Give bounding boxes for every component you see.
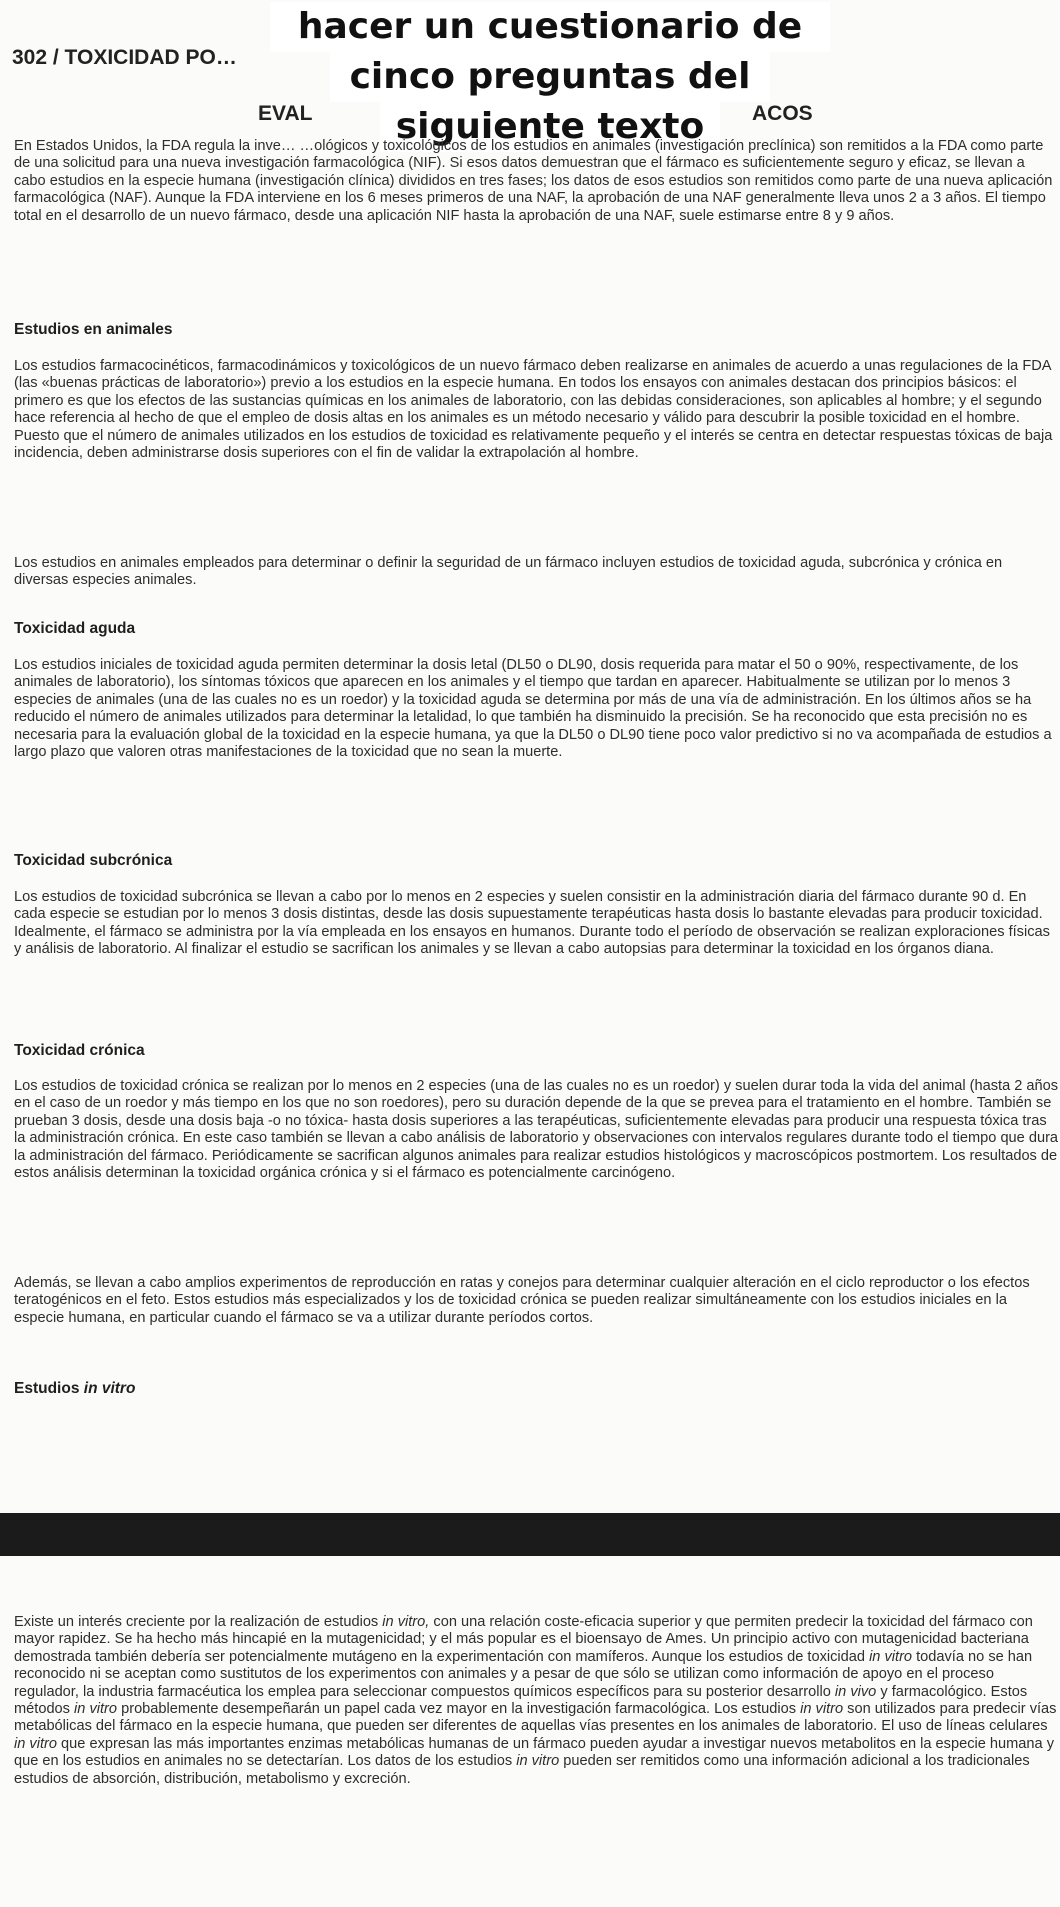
intro-paragraph: En Estados Unidos, la FDA regula la inve… …ológicos y toxicológicos de los estudios en animales (investigación preclínica) son remitidos a la FDA como parte de una solicitud para una nueva investigación farmacológica (NIF). Si esos datos demuestran que el fármaco es suficientemente seguro y eficaz, se llevan a cabo estudios en la especie humana (investigación clínica) divididos en tres fases; los datos de esos estudios son remitidos como parte de una nueva aplicación farmacológica (NAF). Aunque la FDA interviene en los 6 meses primeros de una NAF, la aprobación de una NAF generalmente lleva unos 2 a 3 años. El tiempo total en el desarrollo de un nuevo fármaco, desde una aplicación NIF hasta la aprobación de una NAF, suele estimarse entre 8 y 9 años. — [14, 138, 1053, 224]
invitro-term: in vitro — [516, 1753, 560, 1770]
cronica-paragraph-1: Los estudios de toxicidad crónica se realizan por lo menos en 2 especies (una de las cuales no es un roedor) y suelen durar toda la vida del animal (hasta 2 años en el caso de un roedor y más tiempo en los que no son roedores), pero su duración depende de la que se prevea para el tratamiento en el hombre. También se prueban 3 dosis, desde una dosis baja -o no tóxica- hasta dosis superiores a las terapéuticas, suficientemente elevadas para producir una respuesta tóxica tras la administración crónica. En este caso también se llevan a cabo análisis de laboratorio y observaciones con intervalos regulares durante todo el tiempo que dura la administración del fármaco. Periódicamente se sacrifican algunos animales para realizar estudios histológicos y macroscópicos postmortem. Los resultados de estos análisis determinan la toxicidad orgánica crónica y si el fármaco es potencialmente carcinógeno. — [14, 1078, 1059, 1182]
invivo-term: in vivo — [834, 1683, 877, 1700]
invitro-term: in vitro, — [382, 1614, 430, 1630]
invitro-text-a: Existe un interés creciente por la realización de estudios — [14, 1614, 379, 1630]
invitro-term: in vitro — [869, 1648, 913, 1665]
heading-prefix: Estudios — [14, 1380, 80, 1397]
invitro-term: in vitro — [14, 1735, 57, 1752]
invitro-text-c: todavía no se han reconocido ni se aceptan como sustitutos de los experimentos con animales y a pesar de que sólo se utilizan como información de apoyo en el proceso regulador, la industria farmacéutica los emplea para seleccionar compuestos químicos específicos para su posterior desarrollo — [14, 1648, 1033, 1700]
invitro-text-h: pueden ser remitidos como una información adicional a los tradicionales estudios de absorción, distribución, metabolismo y excreción. — [14, 1753, 1030, 1787]
invitro-text-b: con una relación coste-eficacia superior y que permiten predecir la toxicidad del fármaco con mayor rapidez. Se ha hecho más hincapié en la mutagenicidad; y el más popular es el bioensayo de Ames. Un principio activo con mutagenicidad bacteriana demostrada también debería ser potencialmente mutágeno en la experimentación con mamíferos. Aunque los estudios de toxicidad — [14, 1614, 1033, 1665]
overlay-line-2: cinco preguntas del — [330, 52, 770, 102]
heading-estudios-in-vitro — [14, 1380, 135, 1398]
invitro-term: in vitro — [800, 1701, 844, 1718]
chapter-title-right: ACOS — [752, 102, 813, 125]
overlay-line-1: hacer un cuestionario de — [270, 2, 830, 52]
invitro-text-f: son utilizados para predecir vías metabólicas del fármaco en la especie humana, que pueden ser diferentes de aquellas vías presentes en los animales de laboratorio. El uso de líneas celulares — [14, 1701, 1057, 1735]
invitro-text-e: probablemente desempeñarán un papel cada vez mayor en la investigación farmacológica. Los estudios — [121, 1701, 797, 1718]
heading-toxicidad-cronica: Toxicidad crónica — [14, 1042, 145, 1059]
subcronica-paragraph: Los estudios de toxicidad subcrónica se llevan a cabo por lo menos en 2 especies y suelen consistir en la administración diaria del fármaco durante 90 d. En cada especie se estudian por lo menos 3 dosis distintas, desde las dosis supuestamente terapéuticas hasta dosis lo bastante elevadas para producir toxicidad. Idealmente, el fármaco se administra por la vía empleada en los ensayos en humanos. Durante todo el período de observación se realizan exploraciones físicas y análisis de laboratorio. Al finalizar el estudio se sacrifican los animales y se llevan a cabo autopsias para determinar la toxicidad en los órganos diana. — [14, 889, 1050, 958]
heading-toxicidad-subcronica: Toxicidad subcrónica — [14, 852, 173, 869]
aguda-paragraph: Los estudios iniciales de toxicidad aguda permiten determinar la dosis letal (DL50 o DL90, dosis requerida para matar el 50 o 90%, respectivamente, de los animales de laboratorio), los síntomas tóxicos que aparecen en los animales y el tiempo que tardan en aparecer. Habitualmente se utilizan por lo menos 3 especies de animales (una de las cuales no es un roedor) y la toxicidad aguda se determina por más de una vía de administración. En los últimos años se ha reducido el número de animales utilizados para determinar la letalidad, lo que también ha disminuido la precisión. Se ha reconocido que esta precisión no es necesaria para la evaluación global de la toxicidad en la especie humana, ya que la DL50 o DL90 tiene poco valor predictivo si no va acompañada de estudios a largo plazo que valoren otras manifestaciones de la toxicidad que no sean la muerte. — [14, 657, 1052, 761]
heading-toxicidad-aguda: Toxicidad aguda — [14, 620, 136, 637]
heading-estudios-animales: Estudios en animales — [14, 321, 173, 338]
invitro-text-d: y farmacológico. Estos métodos — [14, 1683, 1028, 1718]
animales-paragraph-2: Los estudios en animales empleados para determinar o definir la seguridad de un fármaco incluyen estudios de toxicidad aguda, subcrónica y crónica en diversas especies animales. — [14, 555, 1003, 589]
cronica-paragraph-2: Además, se llevan a cabo amplios experimentos de reproducción en ratas y conejos para determinar cualquier alteración en el ciclo reproductor o los efectos teratogénicos en el feto. Estos estudios más especializados y los de toxicidad crónica se pueden realizar simultáneamente con los estudios iniciales en la especie humana, en particular cuando el fármaco se va a utilizar durante períodos cortos. — [14, 1275, 1030, 1326]
overlay-line-3: siguiente texto — [380, 102, 720, 152]
animales-paragraph-1: Los estudios farmacocinéticos, farmacodinámicos y toxicológicos de un nuevo fármaco deben realizarse en animales de acuerdo a unas regulaciones de la FDA (las «buenas prácticas de laboratorio») previo a los estudios en la especie humana. En todos los ensayos con animales destacan dos principios básicos: el primero es que los efectos de las sustancias químicas en los animales de laboratorio, con las debidas consideraciones, son aplicables al hombre; y el segundo hace referencia al hecho de que el empleo de dosis altas en los animales es un método necesario y válido para descubrir la posible toxicidad en el hombre. Puesto que el número de animales utilizados en los estudios de toxicidad es relativamente pequeño y el interés se centra en detectar respuestas tóxicas de baja incidencia, deben administrarse dosis superiores con el fin de validar la extrapolación al hombre. — [14, 358, 1053, 462]
chapter-title-left: EVAL — [258, 102, 313, 125]
invitro-paragraph — [14, 1614, 1060, 1788]
heading-italic: in vitro — [83, 1380, 136, 1397]
running-head: 302 / TOXICIDAD PO… — [12, 46, 237, 69]
invitro-text-g: que expresan las más importantes enzimas metabólicas humanas de un fármaco pueden ayudar a investigar nuevos metabolitos en la especie humana y que en los estudios en animales no se detectarían. Los datos de los estudios — [14, 1735, 1054, 1770]
question-overlay — [270, 2, 830, 152]
black-bar — [0, 1513, 1060, 1556]
invitro-term: in vitro — [74, 1701, 118, 1718]
